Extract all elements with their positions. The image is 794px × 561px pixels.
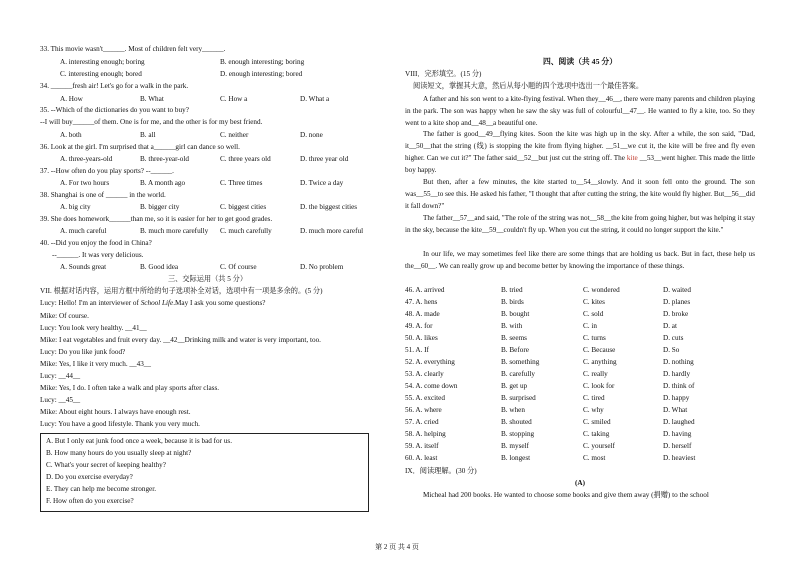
paragraph-5: In our life, we may sometimes feel like there are some things that are holding us back. But in fact, these help us the__60__. We can really grow up and become better by knowing the importance of these things. xyxy=(405,250,755,271)
box-option-d: D. Do you exercise everyday? xyxy=(46,473,133,481)
choice-56-a: 56. A. where xyxy=(405,406,442,414)
dialog-line-8: Mike: Yes, I do. I often take a walk and play sports after class. xyxy=(40,384,220,392)
q39-option-b: B. much more carefully xyxy=(140,227,209,235)
choice-48-b: B. bought xyxy=(501,310,530,318)
choice-47-d: D. planes xyxy=(663,298,691,306)
q34-option-a: A. How xyxy=(60,95,83,103)
dialog-line-3: Lucy: You look very healthy. __41__ xyxy=(40,324,147,332)
choice-57-a: 57. A. cried xyxy=(405,418,439,426)
section9-heading: IX．阅读理解。(30 分) xyxy=(405,467,477,475)
page-footer: 第 2 页 共 4 页 xyxy=(375,543,419,551)
choice-54-d: D. think of xyxy=(663,382,695,390)
q36-text: 36. Look at the girl. I'm surprised that a______girl can dance so well. xyxy=(40,143,240,151)
q38-option-d: D. the biggest cities xyxy=(300,203,358,211)
q40-option-d: D. No problem xyxy=(300,263,344,271)
choice-59-a: 59. A. itself xyxy=(405,442,439,450)
section4-title: 四、阅读（共 45 分） xyxy=(542,57,618,66)
choice-52-c: C. anything xyxy=(583,358,617,366)
choice-50-b: B. seems xyxy=(501,334,527,342)
q36-option-b: B. three-year-old xyxy=(140,155,189,163)
choice-59-d: D. herself xyxy=(663,442,692,450)
q38-option-b: B. bigger city xyxy=(140,203,180,211)
q33-option-b: B. enough interesting; boring xyxy=(220,58,305,66)
q34-option-d: D. What a xyxy=(300,95,330,103)
choice-46-d: D. waited xyxy=(663,286,691,294)
passage-a-first-line: Micheal had 200 books. He wanted to choose some books and give them away (捐赠) to the school xyxy=(423,491,709,499)
choice-47-b: B. birds xyxy=(501,298,524,306)
q33-option-a: A. interesting enough; boring xyxy=(60,58,145,66)
q39-text: 39. She does homework______than me, so it is easier for her to get good grades. xyxy=(40,215,273,223)
q37-option-b: B. A month ago xyxy=(140,179,186,187)
choice-56-c: C. why xyxy=(583,406,604,414)
choice-53-b: B. carefully xyxy=(501,370,535,378)
q36-option-a: A. three-years-old xyxy=(60,155,113,163)
q40-option-c: C. Of course xyxy=(220,263,257,271)
choice-46-c: C. wondered xyxy=(583,286,620,294)
choice-49-d: D. at xyxy=(663,322,677,330)
q37-option-a: A. For two hours xyxy=(60,179,110,187)
choice-49-a: 49. A. for xyxy=(405,322,433,330)
choice-47-c: C. kites xyxy=(583,298,605,306)
passage-a-label: (A) xyxy=(575,479,585,487)
choice-59-c: C. yourself xyxy=(583,442,615,450)
q34-option-b: B. What xyxy=(140,95,164,103)
choice-46-a: 46. A. arrived xyxy=(405,286,445,294)
dialog-line-5: Lucy: Do you like junk food? xyxy=(40,348,126,356)
choice-60-c: C. most xyxy=(583,454,606,462)
choice-58-b: B. stopping xyxy=(501,430,535,438)
q35-option-d: D. none xyxy=(300,131,323,139)
choice-49-b: B. with xyxy=(501,322,523,330)
q40-option-b: B. Good idea xyxy=(140,263,179,271)
choice-51-c: C. Because xyxy=(583,346,616,354)
dialog-line-4: Mike: I eat vegetables and fruit every day. __42__Drinking milk and water is very important, too. xyxy=(40,336,321,344)
box-option-a: A. But I only eat junk food once a week, because it is bad for us. xyxy=(46,437,233,445)
section8-instructions: 阅读短文，掌握其大意，然后从每小题的四个选项中选出一个最佳答案。 xyxy=(413,82,644,90)
paragraph-1: A father and his son went to a kite-flying festival. When they__46__, there were many parents and children playing in the park. The son was happy when he saw the sky was full of colourful__47__. He wanted to fly a kite, too. So they went to a kite shop and__48__a beautiful one. xyxy=(405,95,755,128)
q40-text-2: --______. It was very delicious. xyxy=(52,251,144,259)
dialog-line-9: Lucy: __45__ xyxy=(40,396,81,404)
choice-55-c: C. tired xyxy=(583,394,605,402)
q38-option-c: C. biggest cities xyxy=(220,203,267,211)
dialog-line-1: Lucy: Hello! I'm an interviewer of School Life.May I ask you some questions? xyxy=(40,299,266,307)
choice-47-a: 47. A. hens xyxy=(405,298,438,306)
choice-53-d: D. hardly xyxy=(663,370,691,378)
section3-title: 三、交际运用（共 5 分） xyxy=(167,275,248,283)
choice-53-a: 53. A. clearly xyxy=(405,370,444,378)
q33-text: 33. This movie wasn't______. Most of children felt very______. xyxy=(40,45,226,53)
section8-heading: VIII．完形填空。(15 分) xyxy=(405,70,482,78)
q38-option-a: A. big city xyxy=(60,203,91,211)
choice-57-c: C. smiled xyxy=(583,418,611,426)
choice-51-d: D. So xyxy=(663,346,680,354)
choice-57-b: B. shouted xyxy=(501,418,532,426)
q39-option-c: C. much carefully xyxy=(220,227,272,235)
choice-50-a: 50. A. likes xyxy=(405,334,438,342)
choice-60-a: 60. A. least xyxy=(405,454,438,462)
paragraph-4: The father__57__and said, "The role of the string was not__58__the kite from going higher, but was helping it stay in the sky, because the kite__59__couldn't fly up. When you cut the string, it could no longer support the kite." xyxy=(405,214,755,235)
dialog-line-11: Lucy: You have a good lifestyle. Thank you very much. xyxy=(40,420,200,428)
choice-48-c: C. sold xyxy=(583,310,604,318)
choice-53-c: C. really xyxy=(583,370,608,378)
choice-46-b: B. tried xyxy=(501,286,523,294)
paragraph-3: But then, after a few minutes, the kite started to__54__slowly. And it soon fell onto the ground. The son was__55__to see this. He asked his father, "I thought that after cutting the string, the kite would fly higher. But__56__did it fall down?" xyxy=(405,178,755,211)
choice-50-d: D. cuts xyxy=(663,334,684,342)
q38-text: 38. Shanghai is one of ______ in the world. xyxy=(40,191,166,199)
q36-option-c: C. three years old xyxy=(220,155,271,163)
choice-58-d: D. having xyxy=(663,430,692,438)
q33-option-d: D. enough interesting; bored xyxy=(220,70,303,78)
choice-49-c: C. in xyxy=(583,322,597,330)
choice-54-a: 54. A. come down xyxy=(405,382,458,390)
choice-59-b: B. myself xyxy=(501,442,529,450)
q34-text: 34. ______fresh air! Let's go for a walk in the park. xyxy=(40,82,189,90)
q37-text: 37. --How often do you play sports? --______. xyxy=(40,167,174,175)
q40-option-a: A. Sounds great xyxy=(60,263,107,271)
q39-option-d: D. much more careful xyxy=(300,227,364,235)
choice-52-d: D. nothing xyxy=(663,358,694,366)
q37-option-d: D. Twice a day xyxy=(300,179,344,187)
choice-57-d: D. laughed xyxy=(663,418,695,426)
choice-55-d: D. happy xyxy=(663,394,690,402)
q35-option-a: A. both xyxy=(60,131,82,139)
choice-56-b: B. when xyxy=(501,406,525,414)
choice-51-b: B. Before xyxy=(501,346,529,354)
choice-50-c: C. turns xyxy=(583,334,606,342)
q35-text: 35. --Which of the dictionaries do you want to buy? xyxy=(40,106,189,114)
choice-52-b: B. something xyxy=(501,358,540,366)
choice-55-b: B. surprised xyxy=(501,394,536,402)
q40-text: 40. --Did you enjoy the food in China? xyxy=(40,239,152,247)
choice-48-a: 48. A. made xyxy=(405,310,440,318)
choice-52-a: 52. A. everything xyxy=(405,358,455,366)
magazine-title: School Life xyxy=(140,299,174,307)
dialog-line-10: Mike: About eight hours. I always have enough rest. xyxy=(40,408,191,416)
choice-55-a: 55. A. excited xyxy=(405,394,445,402)
box-option-c: C. What's your secret of keeping healthy? xyxy=(46,461,166,469)
q39-option-a: A. much careful xyxy=(60,227,107,235)
box-option-b: B. How many hours do you usually sleep at night? xyxy=(46,449,192,457)
choice-54-b: B. get up xyxy=(501,382,528,390)
q36-option-d: D. three year old xyxy=(300,155,349,163)
choice-58-a: 58. A. helping xyxy=(405,430,446,438)
dialog-line-6: Mike: Yes, I like it very much. __43__ xyxy=(40,360,151,368)
choice-48-d: D. broke xyxy=(663,310,689,318)
section7-instructions: VII. 根据对话内容，运用方框中所给的句子选项补全对话，选项中有一项是多余的。(5 分) xyxy=(40,287,323,295)
choice-51-a: 51. A. If xyxy=(405,346,429,354)
choice-60-b: B. longest xyxy=(501,454,531,462)
choice-58-c: C. taking xyxy=(583,430,610,438)
dialog-line-7: Lucy: __44__ xyxy=(40,372,81,380)
box-option-f: F. How often do you exercise? xyxy=(46,497,134,505)
q37-option-c: C. Three times xyxy=(220,179,263,187)
q35-option-b: B. all xyxy=(140,131,156,139)
q34-option-c: C. How a xyxy=(220,95,248,103)
choice-54-c: C. look for xyxy=(583,382,615,390)
q33-option-c: C. interesting enough; bored xyxy=(60,70,142,78)
box-option-e: E. They can help me become stronger. xyxy=(46,485,157,493)
q35-text-2: --I will buy______of them. One is for me, and the other is for my best friend. xyxy=(40,118,263,126)
options-box xyxy=(40,433,369,512)
paragraph-2: The father is good__49__flying kites. Soon the kite was high up in the sky. After a while, the son said, "Dad, it__50__that the string (线) is stopping the kite from flying higher. __51__we cut it, the kite will be free and fly even higher. Can we cut it?" The father said__52__but just cut the string off. The kite __53__went higher. This made the little boy happy. xyxy=(405,130,755,175)
choice-56-d: D. What xyxy=(663,406,688,414)
dialog-line-2: Mike: Of course. xyxy=(40,312,89,320)
choice-60-d: D. heaviest xyxy=(663,454,696,462)
q35-option-c: C. neither xyxy=(220,131,249,139)
kite-word: kite xyxy=(626,154,638,163)
